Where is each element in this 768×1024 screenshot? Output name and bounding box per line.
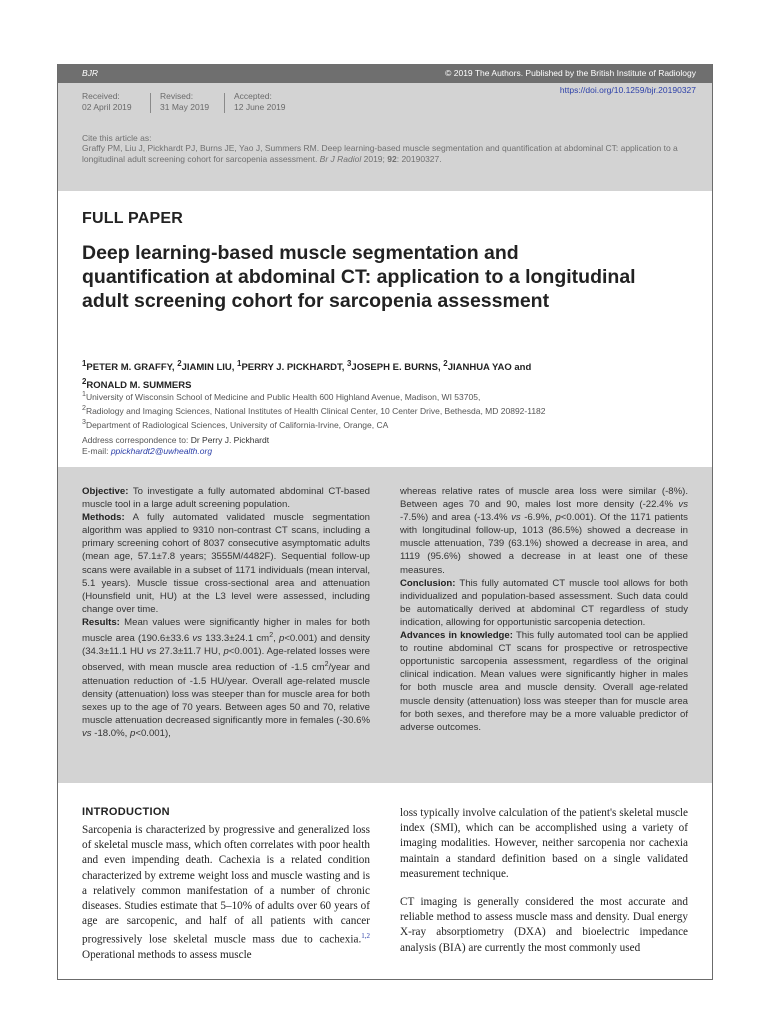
citation-label: Cite this article as: <box>82 133 152 143</box>
abstract-results-part2: whereas relative rates of muscle area loss were similar (-8%). Between ages 70 and 90, males lost more density (-22.4% vs -7.5%) and area (-13.4% vs -6.9%, p<0.001). Of the 1171 patients with longitudinal follow-up, 1013 (86.5%) showed a decrease in muscle attenuation, 739 (63.1%) showed a decrease in area, and 1119 (95.6%) showed a decrease in at least one of these measures. <box>400 486 688 576</box>
affiliation-item: $^1$University of Wisconsin School of Medicine and Public Health 600 Highland Avenue, Madison, WI 53705, <box>82 390 481 402</box>
correspondence: Address correspondence to: Dr Perry J. Pickhardt E-mail: ppickhardt2@uwhealth.org <box>82 435 270 456</box>
journal-name: BJR <box>82 68 99 78</box>
body-paragraph: loss typically involve calculation of the patient's skeletal muscle index (SMI), which can be accomplished using a variety of imaging modalities. However, neither sarcopenia nor cachexia maintain a standard definition based on a single validated measurement technique. <box>400 807 688 880</box>
revised-date: Revised: 31 May 2019 <box>160 91 210 112</box>
author-list: $^1$PETER M. GRAFFY, $^2$JIAMIN LIU, $^1$PERRY J. PICKHARDT, $^3$JOSEPH E. BURNS, $^2$JIANHUA YAO and $^2$RONALD M. SUMMERS <box>82 359 532 392</box>
abstract-advances: Advances in knowledge: This fully automated tool can be applied to routine abdominal CT scans for prospective or retrospective opportunistic sarcopenia assessment, regardless of the original clinical indication. Mean values were significantly higher in males for both muscle area and muscle density. Overall age-related muscle density (attenuation) loss was steeper than for muscle area for both sexes, and therefore may be a more valuable predictor of adverse outcomes. <box>400 630 688 733</box>
abstract-methods: Methods: A fully automated validated muscle segmentation algorithm was applied to 9310 non-contrast CT scans, including a primary screening cohort of 8037 consecutive asymptomatic adults (mean age, 57.1±7.8 years; 3555M/4482F). Sequential follow-up scans were available in a subset of 1171 individuals (mean interval, 5.1 years). Muscle tissue cross-sectional area and attenuation (Hounsfield unit, HU) at the L3 level were assessed, including change over time. <box>82 512 370 615</box>
page-frame <box>57 64 713 980</box>
copyright-notice: © 2019 The Authors. Published by the British Institute of Radiology <box>445 68 696 78</box>
affiliation-item: $^3$Department of Radiological Sciences, University of California-Irvine, Orange, CA <box>82 417 389 430</box>
received-date: Received: 02 April 2019 <box>82 91 132 112</box>
doi-link[interactable]: https://doi.org/10.1259/bjr.20190327 <box>559 85 696 95</box>
affiliations <box>82 389 692 430</box>
email-link[interactable]: ppickhardt2@uwhealth.org <box>110 446 213 456</box>
correspondence-name: Dr Perry J. Pickhardt <box>190 435 270 445</box>
affiliation-item: $^2$Radiology and Imaging Sciences, National Institutes of Health Clinical Center, 10 Center Drive, Bethesda, MD 20892-1182 <box>82 403 546 416</box>
abstract-results-part1: Results: Mean values were significantly higher in males for both muscle area (190.6±33.6 vs 133.3±24.1 $cm^2$, p<0.001) and density (34.3±11.1 HU vs 27.3±11.7 HU, p<0.001). Age-related losses were observed, with mean muscle area reduction of -1.5 $cm^2$/year and attenuation reduction of -1.5 HU/year. Overall age-related muscle density (attenuation) loss was steeper than for muscle area for both sexes up to the age of 70 years. Between ages 50 and 70, relative muscle attenuation decreased significantly more in females (-30.6% vs -18.0%, p<0.001), <box>82 616 371 740</box>
abstract-column-right <box>400 485 688 734</box>
abstract-column-left <box>82 485 370 740</box>
date-divider <box>150 93 151 113</box>
citation-text: Graffy PM, Liu J, Pickhardt PJ, Burns JE, Yao J, Summers RM. Deep learning-based muscle segmentation and quantification at abdominal CT: application to a longitudinal adult screening cohort for sarcopenia assessment. Br J Radiol 2019; 92: 20190327. <box>82 143 678 164</box>
accepted-date: Accepted: 12 June 2019 <box>234 91 286 112</box>
article-type: FULL PAPER <box>82 210 183 227</box>
date-divider <box>224 93 225 113</box>
body-column-right <box>400 806 688 956</box>
body-paragraph: CT imaging is generally considered the most accurate and reliable method to assess muscle mass and density. Dual energy X-ray absorptiometry (DXA) and bioelectric impedance analysis (BIA) are currently the most commonly used <box>400 896 688 954</box>
body-column-left: Sarcopenia is characterized by progressive and generalized loss of skeletal muscle mass, which often correlates with poor health and even impending death. Cachexia is a related condition characterized by extreme weight loss and muscle wasting and is a relatively common manifestation of a number of chronic diseases. Studies estimate that 5–10% of adults over 60 years of age are sarcopenic, and half of all patients with cancer progressively lose skeletal muscle mass due to cachexia.$^{1,2}$ Operational methods to assess muscle <box>82 824 370 962</box>
article-title: Deep learning-based muscle segmentation and quantification at abdominal CT: application to a longitudinal adult screening cohort for sarcopenia assessment <box>82 242 636 312</box>
citation-box <box>58 127 713 174</box>
citation-reference[interactable]: 1,2 <box>361 932 370 941</box>
journal-header-bar <box>58 64 713 83</box>
section-heading-introduction: INTRODUCTION <box>82 806 170 818</box>
abstract-conclusion: Conclusion: This fully automated CT muscle tool allows for both individualized and population-based assessment. Such data could be automatically derived at abdominal CT regardless of study indication, allowing for opportunistic sarcopenia detection. <box>400 577 688 628</box>
abstract-panel <box>58 467 713 783</box>
abstract-objective: Objective: To investigate a fully automated abdominal CT-based muscle tool in a large adult screening population. <box>82 486 370 511</box>
